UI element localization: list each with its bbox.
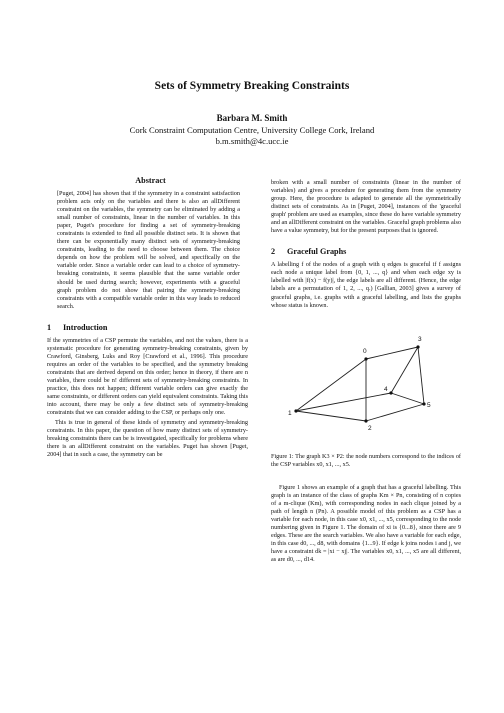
graph-edges [296, 347, 424, 421]
introduction-body [47, 337, 248, 460]
figure-caption: Figure 1: The graph K3 × P2: the node numbers correspond to the indices of the CSP variables x0, x1, ..., x5. [271, 452, 461, 468]
section-heading-introduction [47, 323, 248, 332]
node-label: 1 [288, 409, 292, 417]
paragraph: This is true in general of these kinds of symmetry and symmetry-breaking constraints. In this paper, the question of how many distinct sets of symmetry-breaking constraints there can be is investigated, specifically for problems where there is an allDifferent constraint on the variables. Puget has shown [Puget, 2004] that in such a case, the symmetry can be [47, 419, 248, 459]
paragraph: A labelling f of the nodes of a graph with q edges is graceful if f assigns each node a unique label from {0, 1, ..., q} and when each edge xy is labelled with |f(x) − f(y)|, the edge labels are all different. (Hence, the edge labels are a permutation of 1, 2, ..., q.) [Gallian, 2003] gives a survey of graceful graphs, i.e. graphs with a graceful labelling, and lists the graphs whose status is known. [271, 261, 461, 309]
node-label: 2 [368, 424, 372, 432]
section-title: Introduction [63, 322, 108, 332]
section-title: Graceful Graphs [287, 247, 347, 257]
paragraph: Figure 1 shows an example of a graph that has a graceful labelling. This graph is an instance of the class of graphs Km × Pn, consisting of n copies of a m-clique (Km), with corresponding nodes in each clique joined by a path of length n (Pn). A possible model of this problem as a CSP has a variable for each node, in this case x0, x1, ..., x5, corresponding to the node numbering given in Figure 1. The domain of xi is {0...8}, since there are 9 edges. These are the search variables. We also have a variable for each edge, in this case d0, ..., d8, with domains {1...9}. If edge k joins nodes i and j, we have a constraint dk = |xi − xj|. The variables x0, x1, ..., x5 are all different, as are d0, ..., d14. [271, 483, 461, 564]
figure-graph [271, 320, 461, 470]
author-name: Barbara M. Smith [216, 113, 288, 123]
paragraph: broken with a small number of constraints (linear in the number of variables) and gives a procedure for generating them from the symmetry group. Here, the procedure is adapted to generate all the symmetrically distinct sets of constraints. As in [Puget, 2004], instances of the 'graceful graph' problem are used as examples, since these do have variable symmetry and an allDifferent constraint on the variables. Graceful graph problems also have a value symmetry, but for the present purposes that is ignored. [271, 179, 461, 235]
author-email: b.m.smith@4c.ucc.ie [215, 135, 289, 146]
graceful-graphs-body-cont [271, 484, 461, 564]
paper-title: Sets of Symmetry Breaking Constraints [154, 80, 350, 92]
abstract-text: [Puget, 2004] has shown that if the symmetry in a constraint satisfaction problem acts only on the variables and there is also an allDifferent constraint on the variables, the symmetry can be eliminated by adding a small number of constraints, linear in the number of variables. In this paper, Puget's procedure for finding a set of symmetry-breaking constraints is extended to find all possible distinct sets. It is shown that there can be exponentially many distinct sets of symmetry-breaking constraints, leading to the need to choose between them. The choice depends on how the problem will be solved, and specifically on the variable order. Since a variable order can lead to a choice of symmetry-breaking constraints, it seems plausible that the same variable order should be used during search; however, experiments with a graceful graph problem do not show that pairing the symmetry-breaking constraints with a compatible variable order in this way leads to reduced search. [57, 190, 240, 310]
right-column [271, 179, 461, 566]
graceful-graphs-body [271, 261, 461, 309]
node-label: 0 [363, 347, 367, 355]
node-label: 4 [384, 385, 388, 393]
section-number: 1 [47, 322, 52, 332]
affiliation-block [0, 125, 504, 146]
abstract-heading: Abstract [135, 176, 166, 185]
section-heading-graceful-graphs [271, 247, 461, 256]
affiliation: Cork Constraint Computation Centre, University College Cork, Ireland [129, 125, 375, 135]
node-label: 3 [418, 335, 422, 343]
node-label: 5 [427, 401, 431, 409]
graph-nodes [294, 345, 425, 422]
intro-continuation [271, 179, 461, 235]
paragraph: If the symmetries of a CSP permute the variables, and not the values, there is a systematic procedure for generating symmetry-breaking constraints, given by Crawford, Ginsberg, Luks and Roy [Crawford et al., 1996]. This procedure requires an order of the variables to be specified, and the symmetry breaking constraints that are derived depend on this order; hence in theory, if there are n variables, there could be n! different sets of symmetry-breaking constraints. In practice, this does not happen; different variable orders can give exactly the same constraints, or different orders can yield equivalent constraints. Taking this into account, there may be only a few distinct sets of symmetry-breaking constraints that we can consider adding to the CSP, or perhaps only one. [47, 336, 248, 417]
graph-diagram [271, 320, 461, 450]
section-number: 2 [271, 247, 276, 257]
left-column [47, 176, 248, 461]
